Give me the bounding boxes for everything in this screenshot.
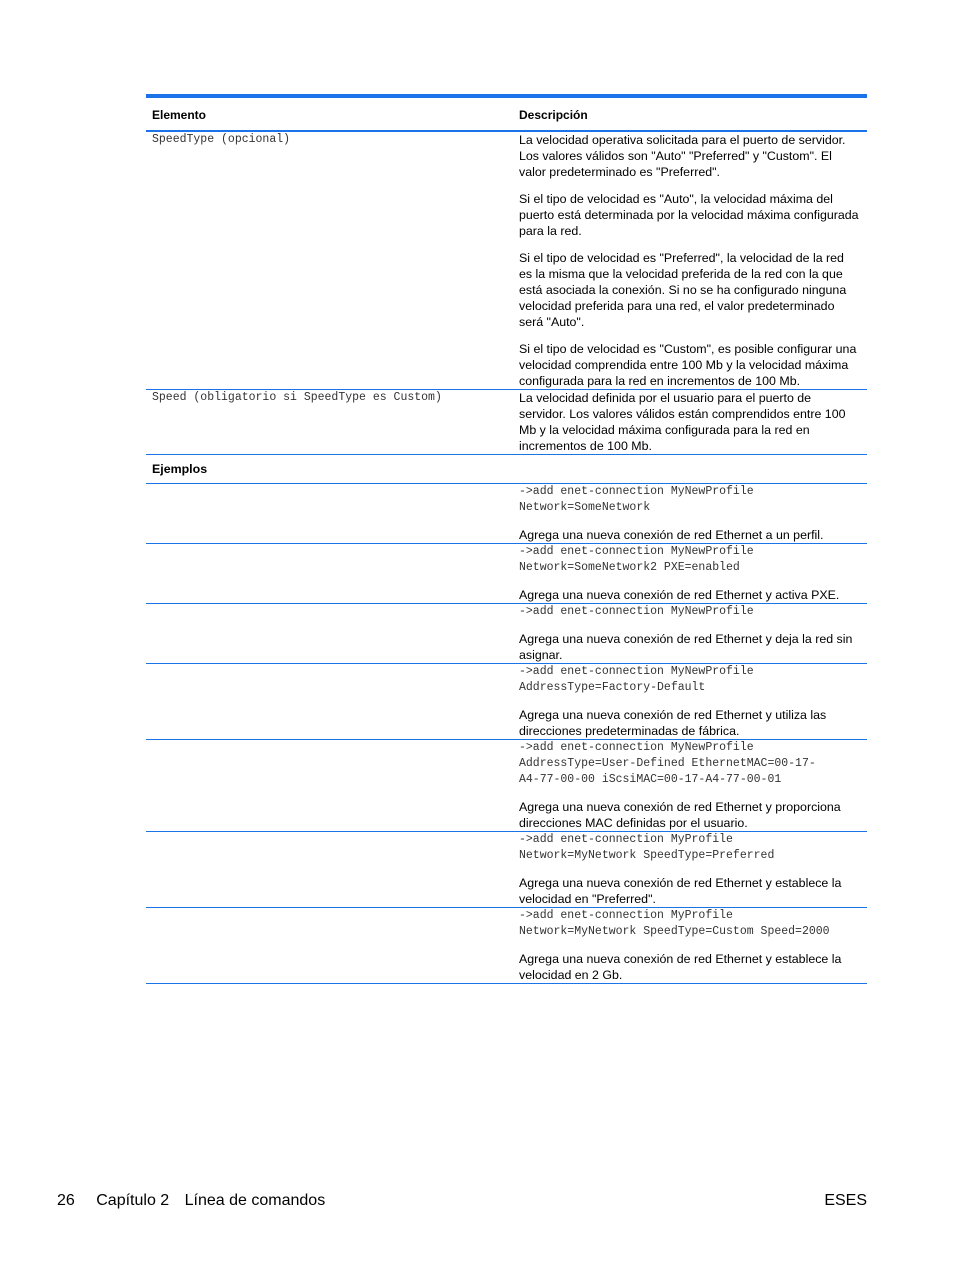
example-row: [146, 832, 867, 908]
example-command: ->add enet-connection MyNewProfile AddressType=User-Defined EthernetMAC=00-17- A4-77-00-00 iScsiMAC=00-17-A4-77-00-01: [519, 741, 816, 786]
example-row: [146, 604, 867, 664]
chapter-title: Línea de comandos: [184, 1192, 326, 1209]
footer-locale: ESES: [824, 1192, 867, 1209]
header-elemento: Elemento: [146, 96, 512, 131]
param-name-speedtype: SpeedType (opcional): [146, 131, 512, 390]
example-cell: [512, 604, 867, 664]
table-row: [146, 390, 867, 455]
example-cell: [512, 544, 867, 604]
header-descripcion: Descripción: [512, 96, 867, 131]
table-header-row: [146, 96, 867, 131]
example-cell: [512, 832, 867, 908]
example-description: Agrega una nueva conexión de red Ethernet y establece la velocidad en 2 Gb.: [519, 952, 842, 982]
table-row: [146, 131, 867, 390]
page-number: 26: [57, 1192, 75, 1209]
example-command: ->add enet-connection MyNewProfile Network=SomeNetwork2 PXE=enabled: [519, 545, 754, 574]
example-command: ->add enet-connection MyNewProfile: [519, 605, 754, 618]
example-row: [146, 484, 867, 544]
example-command: ->add enet-connection MyProfile Network=MyNetwork SpeedType=Preferred: [519, 833, 775, 862]
example-row: [146, 908, 867, 984]
page-footer: [57, 1192, 325, 1210]
example-row: [146, 544, 867, 604]
param-desc-speed: [512, 390, 867, 455]
example-cell: [512, 908, 867, 984]
example-row: [146, 664, 867, 740]
example-cell: [512, 664, 867, 740]
example-command: ->add enet-connection MyNewProfile Network=SomeNetwork: [519, 485, 754, 514]
desc-paragraph: Si el tipo de velocidad es "Preferred", la velocidad de la red es la misma que la velocidad preferida de la red con la que está asociada la conexión. Si no se ha configurado ninguna velocidad preferida para una red, el valor predeterminado será "Auto".: [519, 251, 847, 329]
example-cell: [512, 740, 867, 832]
example-row: [146, 740, 867, 832]
examples-section-row: [146, 455, 867, 484]
example-description: Agrega una nueva conexión de red Ethernet y utiliza las direcciones predeterminadas de fábrica.: [519, 708, 827, 738]
example-description: Agrega una nueva conexión de red Ethernet y activa PXE.: [519, 588, 840, 602]
parameter-table: [146, 94, 867, 984]
example-description: Agrega una nueva conexión de red Ethernet a un perfil.: [519, 528, 824, 542]
desc-paragraph: Si el tipo de velocidad es "Auto", la velocidad máxima del puerto está determinada por la velocidad máxima configurada para la red.: [519, 192, 859, 238]
example-description: Agrega una nueva conexión de red Ethernet y proporciona direcciones MAC definidas por el usuario.: [519, 800, 841, 830]
example-description: Agrega una nueva conexión de red Ethernet y establece la velocidad en "Preferred".: [519, 876, 842, 906]
param-name-speed: Speed (obligatorio si SpeedType es Custom): [146, 390, 512, 455]
example-command: ->add enet-connection MyProfile Network=MyNetwork SpeedType=Custom Speed=2000: [519, 909, 830, 938]
param-desc-speedtype: [512, 131, 867, 390]
example-command: ->add enet-connection MyNewProfile AddressType=Factory-Default: [519, 665, 754, 694]
desc-paragraph: La velocidad definida por el usuario para el puerto de servidor. Los valores válidos están comprendidos entre 100 Mb y la velocidad máxima configurada para la red en incrementos de 100 Mb.: [519, 391, 846, 453]
desc-paragraph: Si el tipo de velocidad es "Custom", es posible configurar una velocidad comprendida entre 100 Mb y la velocidad máxima configurada para la red en incrementos de 100 Mb.: [519, 342, 857, 388]
example-description: Agrega una nueva conexión de red Ethernet y deja la red sin asignar.: [519, 632, 853, 662]
desc-paragraph: La velocidad operativa solicitada para el puerto de servidor. Los valores válidos son "Auto" "Preferred" y "Custom". El valor predeterminado es "Preferred".: [519, 133, 846, 179]
chapter-label: Capítulo 2: [96, 1192, 170, 1209]
examples-heading: Ejemplos: [146, 455, 512, 484]
example-cell: [512, 484, 867, 544]
